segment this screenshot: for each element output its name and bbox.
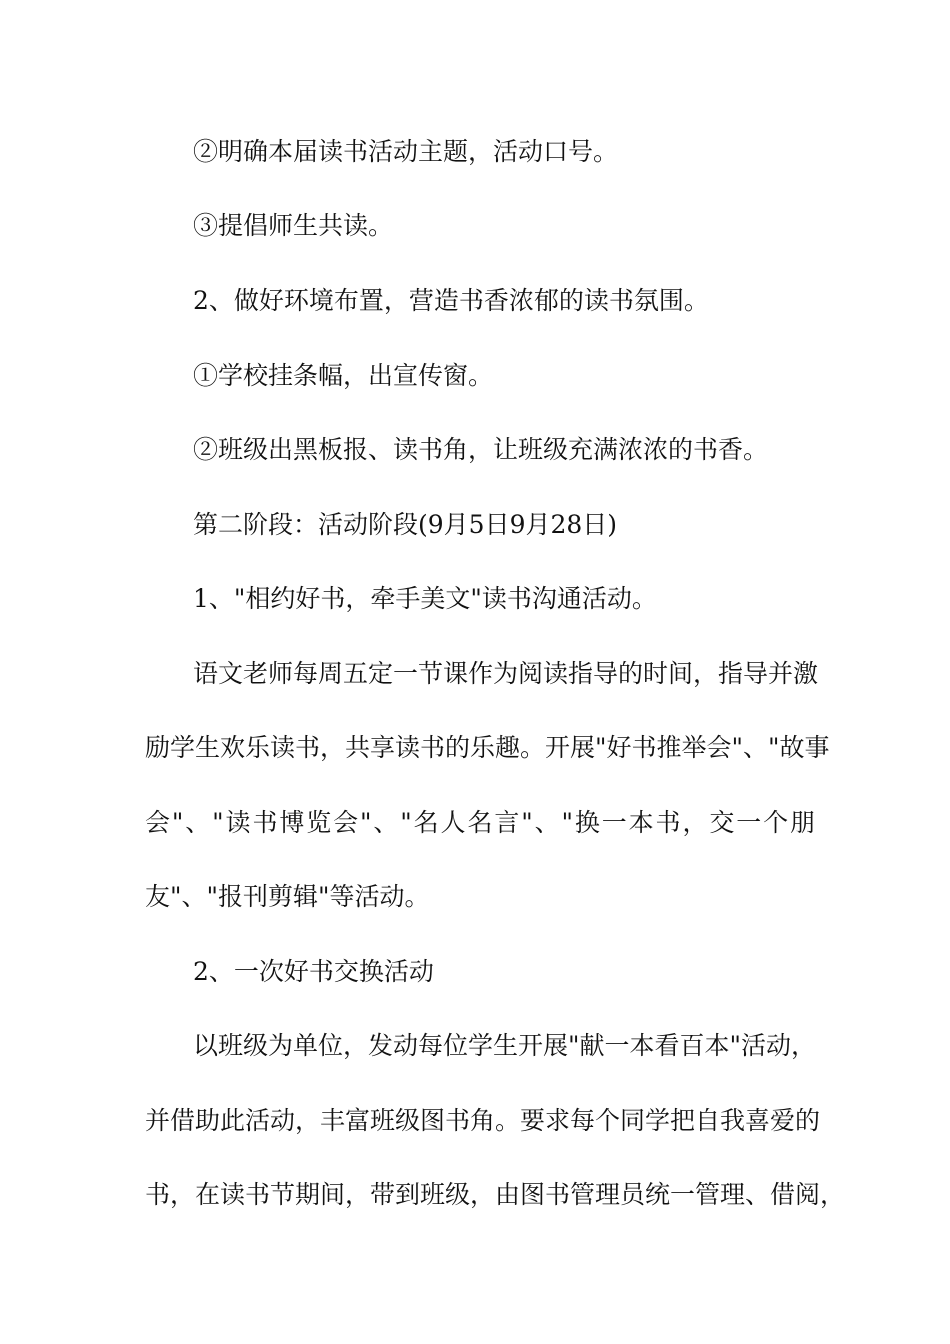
paragraph-line: ②明确本届读书活动主题，活动口号。 [193,137,619,166]
paragraph-line: 励学生欢乐读书，共享读书的乐趣。开展"好书推举会"、"故事 [145,733,830,762]
paragraph-line: 书，在读书节期间，带到班级，由图书管理员统一管理、借阅， [145,1180,846,1209]
paragraph-line: ③提倡师生共读。 [193,211,394,240]
paragraph-line: 友"、"报刊剪辑"等活动。 [145,882,430,911]
paragraph-line: 语文老师每周五定一节课作为阅读指导的时间，指导并激 [193,659,819,688]
paragraph-line: 并借助此活动，丰富班级图书角。要求每个同学把自我喜爱的 [145,1106,821,1135]
paragraph-line: ②班级出黑板报、读书角，让班级充满浓浓的书香。 [193,435,769,464]
paragraph-line: 以班级为单位，发动每位学生开展"献一本看百本"活动， [193,1031,817,1060]
paragraph-line: 2、做好环境布置，营造书香浓郁的读书氛围。 [193,286,709,315]
paragraph-line: 会"、"读书博览会"、"名人名言"、"换一本书，交一个朋 [145,808,815,837]
paragraph-line: ①学校挂条幅，出宣传窗。 [193,361,494,390]
section-heading: 第二阶段：活动阶段(9月5日9月28日) [193,510,618,539]
paragraph-line: 1、"相约好书，牵手美文"读书沟通活动。 [193,584,657,613]
paragraph-line: 2、一次好书交换活动 [193,957,434,986]
